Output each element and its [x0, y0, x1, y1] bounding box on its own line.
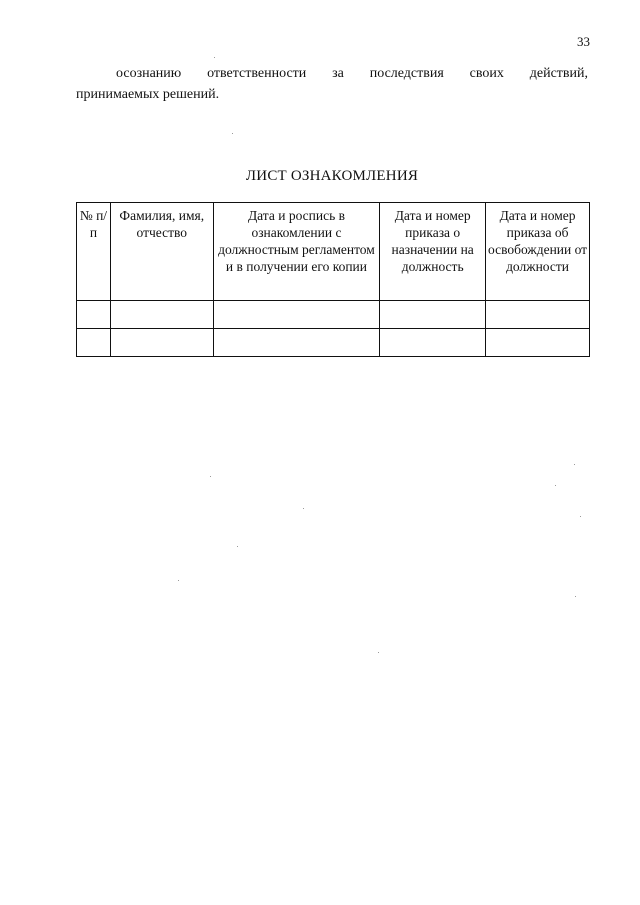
scan-speck [574, 464, 575, 465]
scan-speck [580, 516, 581, 517]
table-row [77, 329, 590, 357]
scan-speck [210, 476, 211, 477]
scan-speck [575, 596, 576, 597]
paragraph-word: последствия [369, 66, 444, 81]
table-cell [213, 301, 380, 329]
scan-speck [303, 508, 304, 509]
scan-speck [555, 485, 556, 486]
table-cell [77, 301, 111, 329]
table-header-row [77, 203, 590, 301]
paragraph-word: своих [469, 66, 504, 81]
table-cell [110, 329, 213, 357]
header-appointment-order: Дата и номер приказа о назначении на должность [380, 203, 486, 301]
scan-speck [232, 133, 233, 134]
table-cell [213, 329, 380, 357]
header-signature-date: Дата и роспись в ознакомлении с должностным регламентом и в получении его копии [213, 203, 380, 301]
scan-speck [178, 580, 179, 581]
table-cell [380, 301, 486, 329]
header-number: № п/п [77, 203, 111, 301]
paragraph-word: за [332, 66, 344, 81]
sheet-title: ЛИСТ ОЗНАКОМЛЕНИЯ [245, 168, 419, 184]
table-cell [380, 329, 486, 357]
table-cell [77, 329, 111, 357]
table-cell [486, 301, 590, 329]
paragraph-line-1 [116, 66, 588, 82]
paragraph-line-2: принимаемых решений. [76, 87, 220, 102]
header-full-name: Фамилия, имя, отчество [110, 203, 213, 301]
paragraph-word: ответственности [207, 66, 307, 81]
scan-speck [237, 546, 238, 547]
header-dismissal-order: Дата и номер приказа об освобождении от должности [486, 203, 590, 301]
page-number: 33 [577, 34, 590, 49]
table-row [77, 301, 590, 329]
scan-speck [378, 652, 379, 653]
paragraph-word: действий, [529, 66, 588, 81]
acknowledgement-table [76, 202, 590, 357]
table-cell [486, 329, 590, 357]
table-cell [110, 301, 213, 329]
scan-speck [214, 57, 215, 58]
paragraph-word: осознанию [116, 66, 182, 81]
